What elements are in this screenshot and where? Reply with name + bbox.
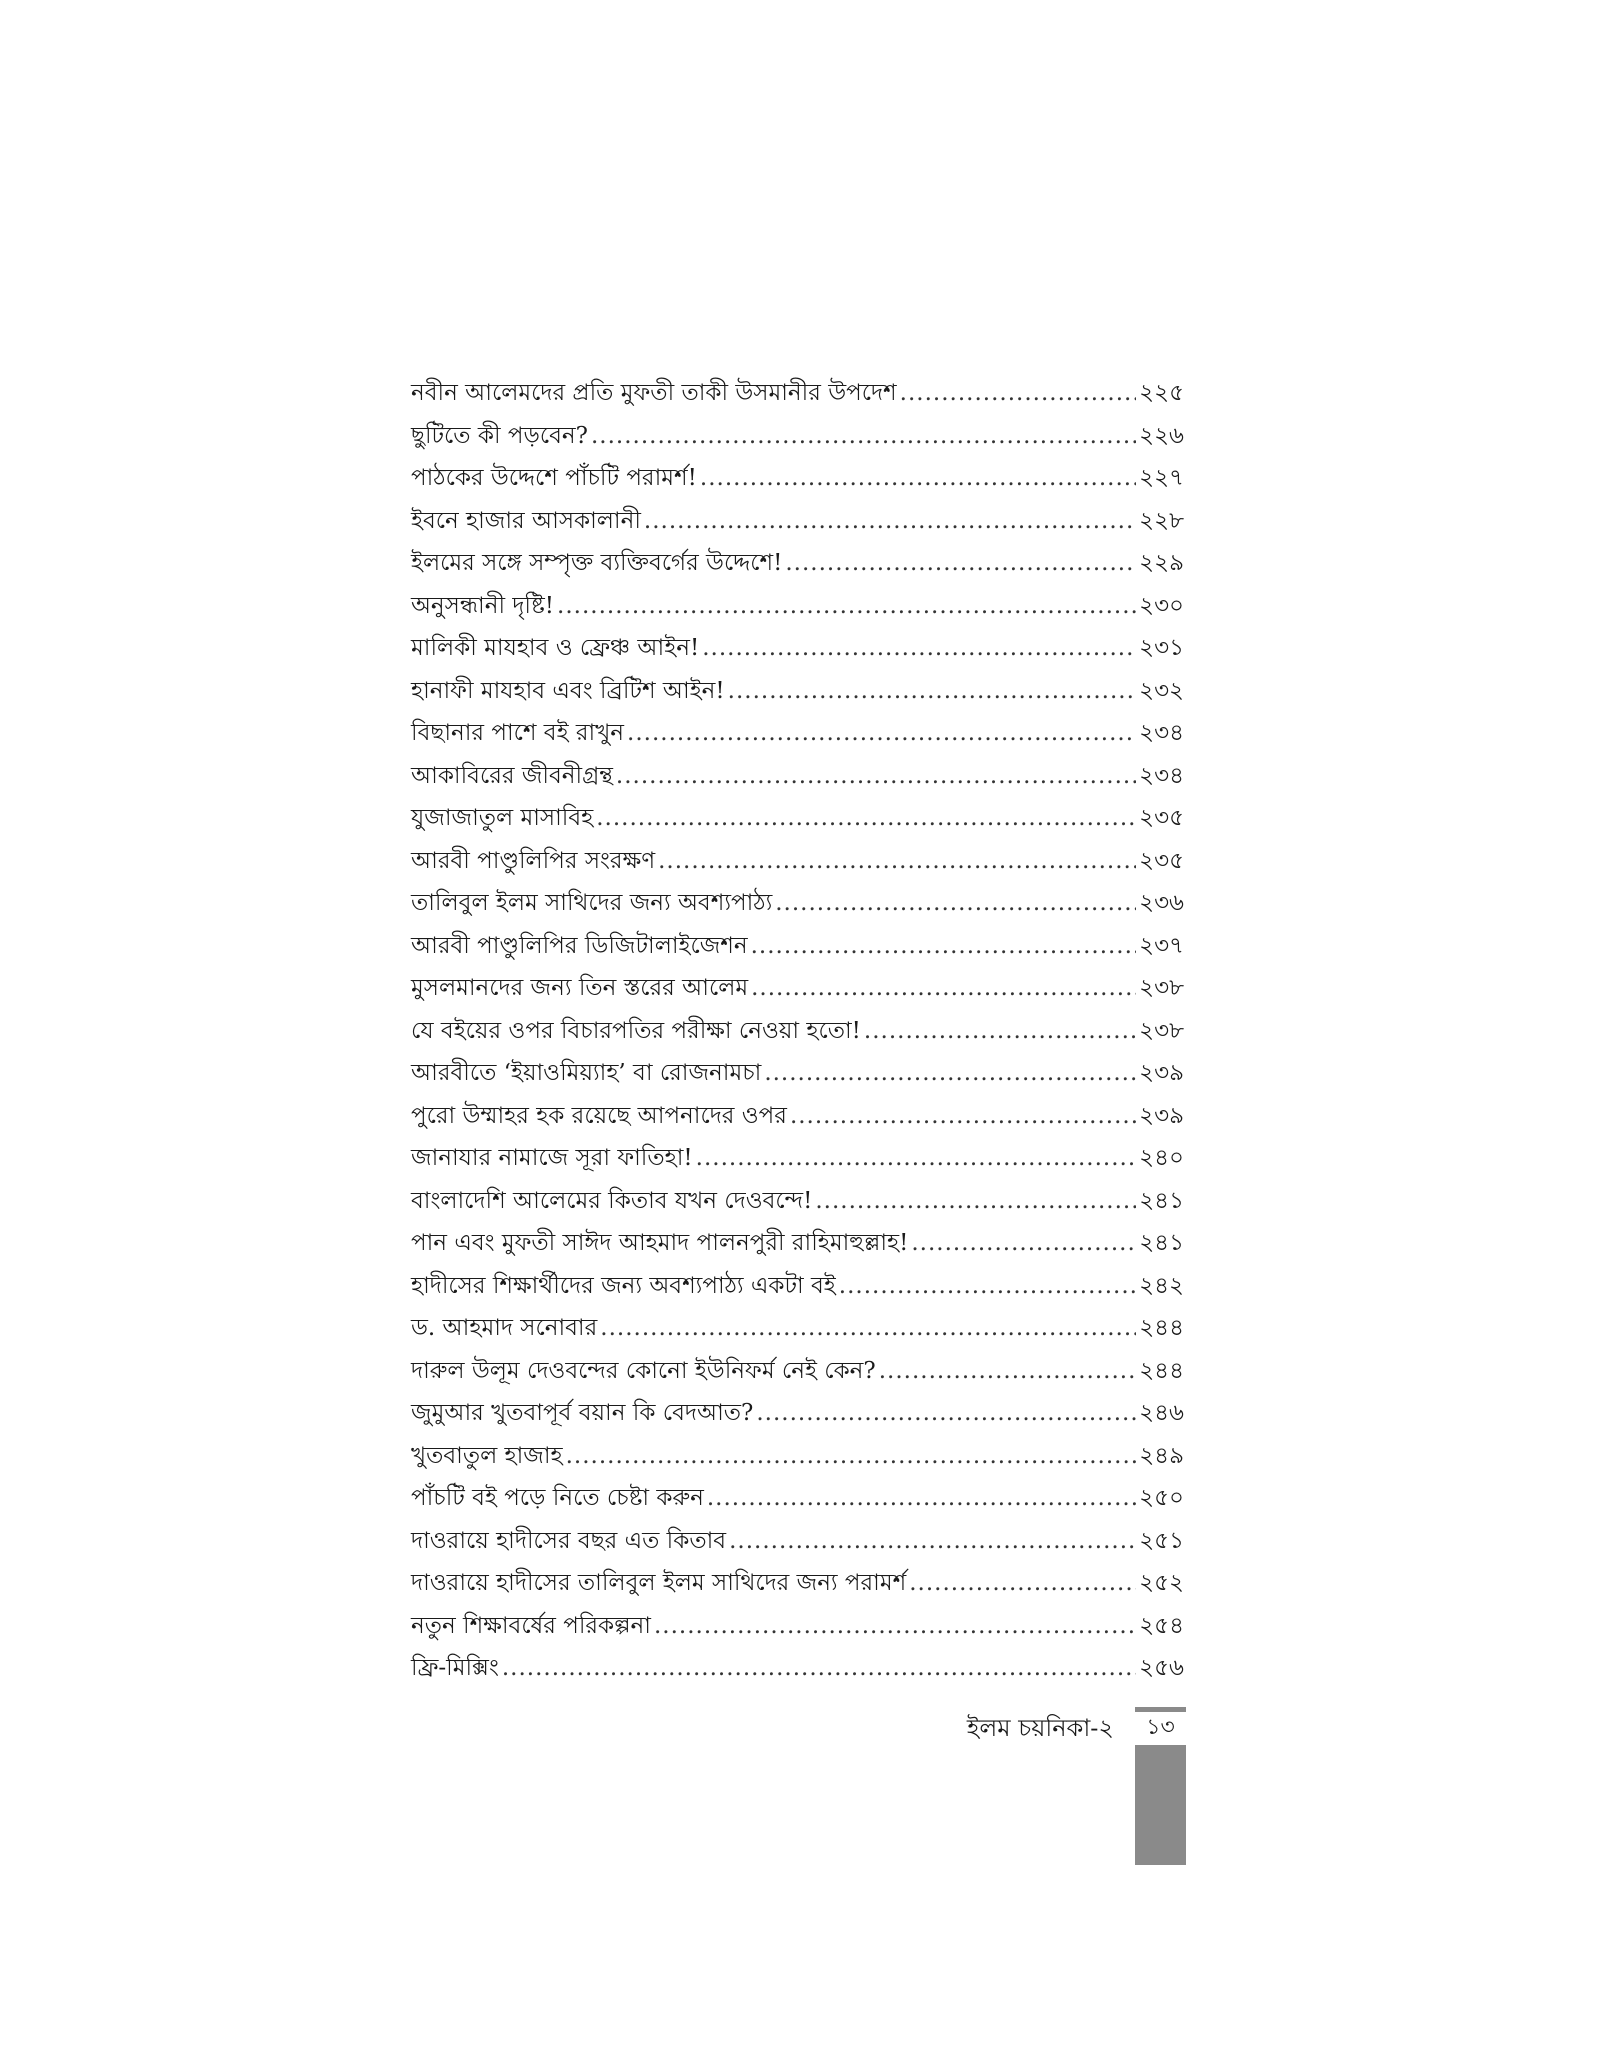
toc-entry-title: বাংলাদেশি আলেমের কিতাব যখন দেওবন্দে! — [411, 1187, 813, 1214]
toc-entry — [411, 627, 1184, 670]
dot-leader — [815, 1180, 1136, 1223]
dot-leader — [600, 1307, 1136, 1350]
dot-leader — [911, 1222, 1136, 1265]
toc-entry-page: ২৩৯ — [1139, 1060, 1184, 1086]
dot-leader — [756, 1392, 1136, 1435]
toc-entry — [411, 1477, 1184, 1520]
toc-entry-page: ২৪৯ — [1139, 1442, 1184, 1469]
toc-entry — [411, 1307, 1184, 1350]
dot-leader — [751, 925, 1137, 968]
dot-leader — [764, 1052, 1136, 1095]
toc-entry — [411, 1520, 1184, 1563]
dot-leader — [900, 372, 1137, 415]
toc-entry — [411, 372, 1184, 415]
toc-entry-page: ২৩৫ — [1139, 847, 1184, 874]
toc-entry-title: পাঁচটি বই পড়ে নিতে চেষ্টা করুন — [411, 1485, 704, 1511]
toc-entry-title: জুমুআর খুতবাপূর্ব বয়ান কি বেদআত? — [411, 1400, 754, 1426]
running-footer-title: ইলম চয়নিকা-২ — [966, 1714, 1114, 1742]
dot-leader — [700, 457, 1136, 500]
dot-leader — [707, 1477, 1136, 1520]
toc-entry — [411, 755, 1184, 798]
toc-entry-page: ২২৬ — [1139, 422, 1184, 449]
dot-leader — [557, 585, 1136, 628]
dot-leader — [790, 1095, 1136, 1138]
toc-entry-page: ২৪৬ — [1139, 1400, 1184, 1426]
toc-entry-title: যে বইয়ের ওপর বিচারপতির পরীক্ষা নেওয়া হতো! — [411, 1017, 861, 1044]
dot-leader — [627, 712, 1136, 755]
toc-entry-page: ২৫১ — [1139, 1527, 1184, 1554]
toc-entry — [411, 1435, 1184, 1478]
toc-entry-page: ২৩০ — [1139, 592, 1184, 619]
toc-entry — [411, 415, 1184, 458]
toc-entry — [411, 1095, 1184, 1138]
page-number-tab — [1135, 1707, 1186, 1865]
toc-entry — [411, 1605, 1184, 1648]
toc-entry-page: ২২৮ — [1139, 507, 1184, 534]
toc-entry-title: আরবী পাণ্ডুলিপির সংরক্ষণ — [411, 847, 656, 874]
toc-entry — [411, 1350, 1184, 1393]
page-number: ১৩ — [1135, 1707, 1186, 1745]
toc-entry-page: ২৩৬ — [1139, 890, 1184, 916]
toc-entry-page: ২৩১ — [1139, 635, 1184, 661]
toc-entry-page: ২৫২ — [1139, 1570, 1184, 1596]
toc-entry — [411, 925, 1184, 968]
toc-entry-page: ২৩৫ — [1139, 805, 1184, 831]
toc-entry-title: পাঠকের উদ্দেশে পাঁচটি পরামর্শ! — [411, 465, 697, 491]
toc-entry — [411, 1392, 1184, 1435]
toc-entry — [411, 1180, 1184, 1223]
toc-entry-title: ছুটিতে কী পড়বেন? — [411, 422, 588, 449]
toc-entry-title: ইবনে হাজার আসকালানী — [411, 507, 641, 534]
toc-entry — [411, 542, 1184, 585]
toc-entry-title: খুতবাতুল হাজাহ — [411, 1442, 563, 1469]
dot-leader — [775, 882, 1136, 925]
toc-entry-title: আরবীতে ‘ইয়াওমিয়্যাহ’ বা রোজনামচা — [411, 1060, 762, 1086]
toc-entry-page: ২৫০ — [1139, 1485, 1184, 1511]
toc-entry — [411, 712, 1184, 755]
toc-entry-title: নবীন আলেমদের প্রতি মুফতী তাকী উসমানীর উপদেশ — [411, 380, 897, 406]
toc-entry-page: ২৪১ — [1139, 1187, 1184, 1214]
toc-entry-page: ২৪০ — [1139, 1145, 1184, 1171]
dot-leader — [785, 542, 1136, 585]
dot-leader — [616, 755, 1136, 798]
toc-entry — [411, 1010, 1184, 1053]
toc-entry-page: ২৩৮ — [1139, 975, 1184, 1001]
toc-entry-page: ২৫৪ — [1139, 1612, 1184, 1639]
toc-entry-page: ২৪২ — [1139, 1272, 1184, 1299]
toc-entry — [411, 840, 1184, 883]
toc-entry-title: হানাফী মাযহাব এবং ব্রিটিশ আইন! — [411, 677, 725, 704]
toc-entry-page: ২৪৪ — [1139, 1357, 1184, 1384]
toc-entry — [411, 1137, 1184, 1180]
toc-entry-page: ২৫৬ — [1139, 1655, 1184, 1681]
toc-entry-page: ২২৫ — [1139, 380, 1184, 406]
toc-entry-title: মালিকী মাযহাব ও ফ্রেঞ্চ আইন! — [411, 635, 700, 661]
toc-entry-page: ২২৯ — [1139, 550, 1184, 576]
toc-entry-title: পান এবং মুফতী সাঈদ আহমাদ পালনপুরী রাহিমাহুল্লাহ! — [411, 1230, 909, 1256]
toc-entry-title: দারুল উলূম দেওবন্দের কোনো ইউনিফর্ম নেই কেন? — [411, 1357, 876, 1384]
toc-entry-page: ২৪৪ — [1139, 1315, 1184, 1341]
dot-leader — [839, 1265, 1136, 1308]
toc-entry-title: তালিবুল ইলম সাথিদের জন্য অবশ্যপাঠ্য — [411, 890, 773, 916]
toc-entry-page: ২৩৪ — [1139, 762, 1184, 789]
dot-leader — [696, 1137, 1137, 1180]
toc-entry-page: ২৩২ — [1139, 677, 1184, 704]
toc-entry-page: ২৩৭ — [1139, 932, 1184, 959]
toc-entry-title: দাওরায়ে হাদীসের তালিবুল ইলম সাথিদের জন্য পরামর্শ — [411, 1570, 907, 1596]
toc-entry — [411, 1647, 1184, 1690]
toc-entry — [411, 1265, 1184, 1308]
dot-leader — [751, 967, 1136, 1010]
dot-leader — [864, 1010, 1136, 1053]
toc-entry-title: আরবী পাণ্ডুলিপির ডিজিটালাইজেশন — [411, 932, 748, 959]
dot-leader — [566, 1435, 1137, 1478]
toc-entry — [411, 882, 1184, 925]
toc-entry-title: মুসলমানদের জন্য তিন স্তরের আলেম — [411, 975, 749, 1001]
toc-entry-title: ড. আহমাদ সনোবার — [411, 1315, 598, 1341]
toc-entry-title: যুজাজাতুল মাসাবিহ — [411, 805, 594, 831]
toc-entry-page: ২৩৪ — [1139, 720, 1184, 746]
toc-entry-title: অনুসন্ধানী দৃষ্টি! — [411, 592, 555, 619]
toc-entry-page: ২৪১ — [1139, 1230, 1184, 1256]
toc-entry-page: ২২৭ — [1139, 465, 1184, 491]
toc-entry-title: নতুন শিক্ষাবর্ষের পরিকল্পনা — [411, 1612, 651, 1639]
table-of-contents — [411, 372, 1184, 1690]
toc-entry — [411, 457, 1184, 500]
toc-entry-page: ২৩৮ — [1139, 1017, 1184, 1044]
dot-leader — [879, 1350, 1136, 1393]
toc-entry — [411, 1052, 1184, 1095]
toc-entry — [411, 500, 1184, 543]
toc-entry-title: পুরো উম্মাহর হক রয়েছে আপনাদের ওপর — [411, 1102, 787, 1129]
toc-entry-title: হাদীসের শিক্ষার্থীদের জন্য অবশ্যপাঠ্য একটা বই — [411, 1272, 836, 1299]
dot-leader — [702, 627, 1136, 670]
toc-entry-title: জানাযার নামাজে সূরা ফাতিহা! — [411, 1145, 693, 1171]
toc-entry — [411, 585, 1184, 628]
toc-entry — [411, 797, 1184, 840]
dot-leader — [644, 500, 1136, 543]
toc-entry — [411, 967, 1184, 1010]
dot-leader — [596, 797, 1136, 840]
toc-entry-page: ২৩৯ — [1139, 1102, 1184, 1129]
toc-entry — [411, 1562, 1184, 1605]
toc-entry-title: ফ্রি-মিক্সিং — [411, 1655, 499, 1681]
dot-leader — [654, 1605, 1136, 1648]
toc-entry-title: বিছানার পাশে বই রাখুন — [411, 720, 625, 746]
dot-leader — [658, 840, 1136, 883]
toc-entry — [411, 670, 1184, 713]
toc-entry — [411, 1222, 1184, 1265]
dot-leader — [909, 1562, 1136, 1605]
dot-leader — [591, 415, 1136, 458]
toc-entry-title: দাওরায়ে হাদীসের বছর এত কিতাব — [411, 1527, 727, 1554]
dot-leader — [729, 1520, 1136, 1563]
dot-leader — [502, 1647, 1136, 1690]
dot-leader — [728, 670, 1136, 713]
toc-entry-title: ইলমের সঙ্গে সম্পৃক্ত ব্যক্তিবর্গের উদ্দেশে! — [411, 550, 783, 576]
toc-entry-title: আকাবিরের জীবনীগ্রন্থ — [411, 762, 613, 789]
